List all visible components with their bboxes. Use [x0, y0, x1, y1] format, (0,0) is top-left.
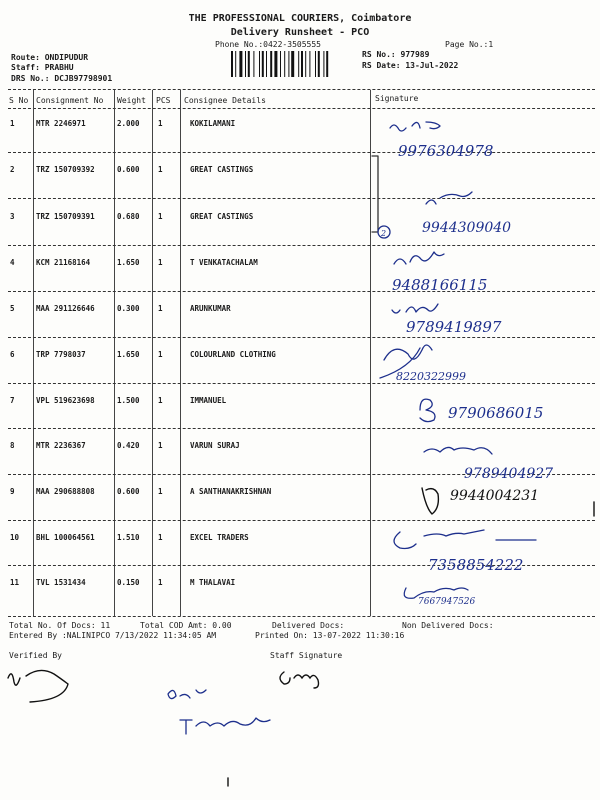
document-title: Delivery Runsheet - PCO — [230, 27, 370, 38]
row-consignee: COLOURLAND CLOTHING — [190, 350, 276, 359]
row-weight: 0.420 — [117, 441, 140, 450]
row-pcs: 1 — [158, 487, 163, 496]
row-consignment: MTR 2236367 — [36, 441, 86, 450]
handwritten-phone: 9976304978 — [398, 142, 494, 160]
signature-column — [370, 108, 600, 616]
signature-scribble — [394, 530, 536, 549]
col-line — [152, 90, 153, 616]
barcode-bar — [309, 51, 310, 77]
phone-number: Phone No.:0422-3505555 — [215, 40, 321, 49]
col-consignee: Consignee Details — [184, 96, 266, 105]
row-weight: 1.650 — [117, 350, 140, 359]
signature-scribble — [394, 252, 444, 264]
barcode-bar — [280, 51, 281, 77]
handwritten-phone: 9789404927 — [464, 466, 554, 482]
barcode-bar — [239, 51, 242, 77]
row-consignee: IMMANUEL — [190, 396, 227, 405]
barcode — [231, 51, 359, 77]
row-consignment: KCM 21168164 — [36, 258, 91, 267]
staff-signature — [280, 672, 319, 688]
row-pcs: 1 — [158, 350, 163, 359]
row-consignment: TRZ 150709392 — [36, 165, 95, 174]
row-sno: 7 — [10, 396, 15, 405]
barcode-bar — [315, 51, 316, 77]
staff: Staff: PRABHU — [11, 63, 74, 72]
row-consignee: EXCEL TRADERS — [190, 533, 249, 542]
barcode-bar — [231, 51, 233, 77]
handwritten-phone: 9790686015 — [448, 404, 544, 422]
svg-text:2: 2 — [381, 229, 387, 238]
drs-number: DRS No.: DCJB97798901 — [11, 74, 113, 83]
route: Route: ONDIPUDUR — [11, 53, 89, 62]
handwritten-phone: 9488166115 — [392, 276, 488, 294]
non-delivered-docs: Non Delivered Docs: — [402, 621, 494, 630]
row-consignee: GREAT CASTINGS — [190, 212, 254, 221]
table-bottom-rule — [8, 616, 595, 617]
col-signature: Signature — [375, 94, 419, 103]
row-pcs: 1 — [158, 119, 163, 128]
barcode-bar — [253, 51, 254, 77]
staff-signature-label: Staff Signature — [270, 651, 343, 660]
barcode-bar — [298, 51, 299, 77]
col-line — [180, 90, 181, 616]
signature-scribble — [390, 122, 440, 131]
handwritten-note — [168, 690, 206, 699]
signature-scribble — [422, 488, 438, 514]
barcode-bar — [262, 51, 264, 77]
row-weight: 0.150 — [117, 578, 140, 587]
barcode-bar — [301, 51, 303, 77]
row-consignee: A SANTHANAKRISHNAN — [190, 487, 272, 496]
row-consignee: M THALAVAI — [190, 578, 236, 587]
barcode-bar — [235, 51, 236, 77]
row-consignment: MAA 290688808 — [36, 487, 95, 496]
signature-scribble — [424, 447, 492, 454]
row-weight: 0.680 — [117, 212, 140, 221]
row-consignee: T VENKATACHALAM — [190, 258, 258, 267]
row-weight: 0.600 — [117, 165, 140, 174]
handwritten-phone: 9944309040 — [422, 220, 512, 236]
barcode-bar — [270, 51, 272, 77]
entered-by: Entered By :NALINIPCO 7/13/2022 11:34:05 AM — [9, 631, 217, 640]
handwritten-phone: 8220322999 — [396, 370, 466, 383]
row-weight: 0.600 — [117, 487, 140, 496]
table-top-rule — [8, 89, 595, 90]
row-consignment: TRZ 150709391 — [36, 212, 95, 221]
row-consignee: GREAT CASTINGS — [190, 165, 254, 174]
row-sno: 4 — [10, 258, 15, 267]
row-sno: 9 — [10, 487, 15, 496]
row-consignment: MTR 2246971 — [36, 119, 86, 128]
company-name: THE PROFESSIONAL COURIERS, Coimbatore — [188, 13, 412, 24]
rs-date: RS Date: 13-Jul-2022 — [362, 61, 459, 70]
col-sno: S No — [9, 96, 29, 105]
row-pcs: 1 — [158, 578, 163, 587]
row-weight: 2.000 — [117, 119, 140, 128]
row-pcs: 1 — [158, 212, 163, 221]
total-cod: Total COD Amt: 0.00 — [140, 621, 232, 630]
row-consignee: KOKILAMANI — [190, 119, 236, 128]
handwritten-phone: 7667947526 — [418, 597, 476, 607]
handwritten-phone: 9944004231 — [450, 488, 540, 504]
barcode-bar — [259, 51, 260, 77]
total-docs: Total No. Of Docs: 11 — [9, 621, 111, 630]
row-sno: 6 — [10, 350, 15, 359]
row-sno: 10 — [10, 533, 20, 542]
row-sno: 11 — [10, 578, 20, 587]
barcode-bar — [274, 51, 277, 77]
row-weight: 0.300 — [117, 304, 140, 313]
signature-scribble — [426, 192, 472, 204]
delivered-docs: Delivered Docs: — [272, 621, 345, 630]
row-sno: 1 — [10, 119, 15, 128]
row-sno: 3 — [10, 212, 15, 221]
col-line — [33, 90, 34, 616]
row-pcs: 1 — [158, 396, 163, 405]
row-pcs: 1 — [158, 165, 163, 174]
col-line — [114, 90, 115, 616]
verified-by-label: Verified By — [9, 651, 62, 660]
signature-scribble — [392, 304, 438, 313]
rs-number: RS No.: 977989 — [362, 50, 430, 59]
barcode-bar — [288, 51, 289, 77]
barcode-bar — [326, 51, 328, 77]
row-pcs: 1 — [158, 258, 163, 267]
page-number: Page No.:1 — [445, 40, 494, 49]
barcode-bar — [266, 51, 267, 77]
barcode-bar — [318, 51, 320, 77]
verified-signature — [8, 670, 68, 702]
barcode-bar — [291, 51, 294, 77]
handwritten-note — [180, 718, 270, 734]
barcode-bar — [284, 51, 285, 77]
row-consignee: VARUN SURAJ — [190, 441, 240, 450]
row-pcs: 1 — [158, 304, 163, 313]
handwritten-phone: 9789419897 — [406, 318, 502, 336]
row-consignment: MAA 291126646 — [36, 304, 95, 313]
row-sno: 8 — [10, 441, 15, 450]
barcode-bar — [305, 51, 306, 77]
row-consignment: BHL 100064561 — [36, 533, 95, 542]
col-weight: Weight — [117, 96, 146, 105]
row-weight: 1.650 — [117, 258, 140, 267]
barcode-bar — [248, 51, 250, 77]
col-pcs: PCS — [156, 96, 171, 105]
row-weight: 1.500 — [117, 396, 140, 405]
row-consignee: ARUNKUMAR — [190, 304, 231, 313]
footer-signatures — [0, 660, 600, 800]
row-sno: 5 — [10, 304, 15, 313]
row-pcs: 1 — [158, 441, 163, 450]
barcode-bar — [245, 51, 246, 77]
handwritten-phone: 7358854222 — [428, 556, 524, 574]
row-consignment: TRP 7798037 — [36, 350, 86, 359]
barcode-bar — [323, 51, 324, 77]
col-consignment: Consignment No — [36, 96, 104, 105]
row-weight: 1.510 — [117, 533, 140, 542]
printed-on: Printed On: 13-07-2022 11:30:16 — [255, 631, 405, 640]
row-pcs: 1 — [158, 533, 163, 542]
signature-scribble — [420, 399, 435, 421]
row-consignment: TVL 1531434 — [36, 578, 86, 587]
row-sno: 2 — [10, 165, 15, 174]
row-consignment: VPL 519623698 — [36, 396, 95, 405]
